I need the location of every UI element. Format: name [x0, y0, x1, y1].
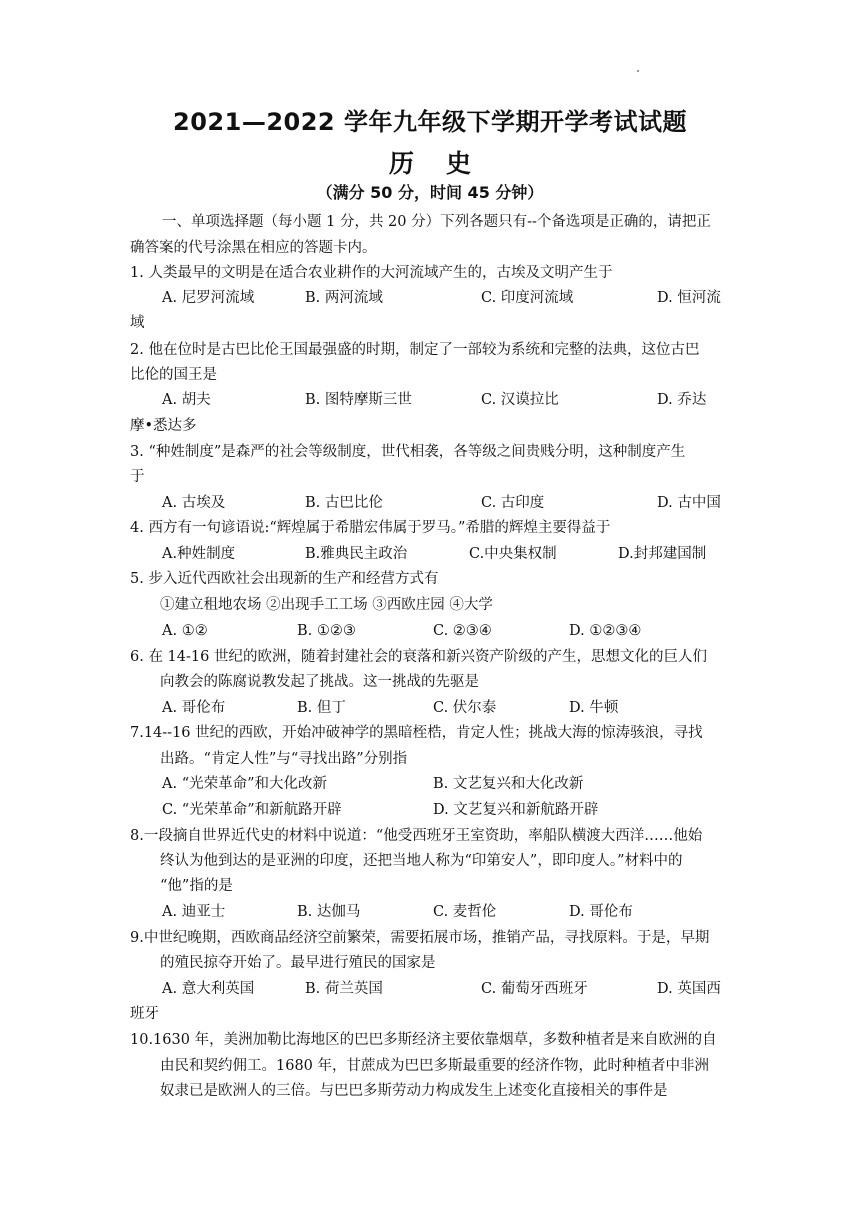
q1-option-c: C. 印度河流域	[481, 290, 574, 306]
q7-option-b: B. 文艺复兴和大化改新	[433, 776, 584, 792]
q6-option-b: B. 但丁	[297, 700, 346, 716]
q6-option-c: C. 伏尔泰	[433, 700, 497, 716]
q1-option-b: B. 两河流域	[305, 290, 383, 306]
section-instruction-line2: 确答案的代号涂黑在相应的答题卡内。	[130, 240, 377, 256]
q6-stem-line1: 6. 在 14-16 世纪的欧洲，随着封建社会的衰落和新兴资产阶级的产生，思想文化的巨人们	[130, 649, 707, 665]
q7-option-d: D. 文艺复兴和新航路开辟	[433, 802, 599, 818]
q4-stem-line1: 4. 西方有一句谚语说:“辉煌属于希腊宏伟属于罗马。”希腊的辉煌主要得益于	[130, 520, 611, 536]
q2-stem-line1: 2. 他在位时是古巴比伦王国最强盛的时期，制定了一部较为系统和完整的法典，这位古巴	[130, 342, 700, 358]
q10-stem-line1: 10.1630 年，美洲加勒比海地区的巴巴多斯经济主要依靠烟草，多数种植者是来自欧洲的自	[130, 1032, 717, 1048]
q9-option-a: A. 意大利英国	[162, 981, 255, 997]
q5-option-c: C. ②③④	[433, 623, 492, 639]
q3-option-b: B. 古巴比伦	[305, 495, 383, 511]
q3-stem-line2: 于	[130, 469, 145, 485]
q9-option-wrap: 班牙	[130, 1006, 159, 1022]
scan-dot	[637, 70, 639, 72]
q2-option-wrap: 摩•悉达多	[130, 418, 197, 434]
q1-stem-line1: 1. 人类最早的文明是在适合农业耕作的大河流域产生的，古埃及文明产生于	[130, 265, 613, 281]
q8-stem-line1: 8.一段摘自世界近代史的材料中说道：“他受西班牙王室资助，率船队横渡大西洋……他始	[130, 828, 703, 844]
q1-option-wrap: 域	[130, 315, 145, 331]
q5-option-d: D. ①②③④	[569, 623, 642, 639]
q7-option-a: A. “光荣革命”和大化改新	[162, 776, 328, 792]
q6-stem-line2: 向教会的陈腐说教发起了挑战。这一挑战的先驱是	[160, 674, 479, 690]
q10-stem-line3: 奴隶已是欧洲人的三倍。与巴巴多斯劳动力构成发生上述变化直接相关的事件是	[160, 1083, 668, 1099]
q7-option-c: C. “光荣革命”和新航路开辟	[162, 802, 342, 818]
subject-char-2: 史	[446, 149, 472, 178]
q5-stem-line1: 5. 步入近代西欧社会出现新的生产和经营方式有	[130, 571, 439, 587]
q7-stem-line1: 7.14--16 世纪的西欧，开始冲破神学的黑暗桎梏，肯定人性；挑战大海的惊涛骇浪，寻找	[130, 725, 703, 741]
q1-option-d: D. 恒河流	[657, 290, 721, 306]
q4-option-d: D.封邦建国制	[618, 546, 707, 562]
q2-option-b: B. 图特摩斯三世	[305, 392, 412, 408]
q5-option-a: A. ①②	[162, 623, 208, 639]
q8-option-b: B. 达伽马	[297, 904, 361, 920]
q5-option-b: B. ①②③	[297, 623, 356, 639]
section-instruction-line1: 一、单项选择题（每小题 1 分，共 20 分）下列各题只有--个备选项是正确的，请把正	[162, 214, 711, 230]
q9-stem-line1: 9.中世纪晚期，西欧商品经济空前繁荣，需要拓展市场，推销产品，寻找原料。于是，早期	[130, 930, 710, 946]
exam-subtitle: （满分 50 分，时间 45 分钟）	[316, 183, 544, 202]
q3-option-a: A. 古埃及	[162, 495, 226, 511]
q8-option-d: D. 哥伦布	[569, 904, 633, 920]
q6-option-a: A. 哥伦布	[162, 700, 226, 716]
q7-stem-line2: 出路。“肯定人性”与“寻找出路”分别指	[160, 751, 408, 767]
q10-stem-line2: 由民和契约佣工。1680 年，甘蔗成为巴巴多斯最重要的经济作物，此时种植者中非洲	[160, 1058, 710, 1074]
exam-title: 2021—2022 学年九年级下学期开学考试试题	[173, 108, 687, 136]
q4-option-a: A.种姓制度	[162, 546, 236, 562]
q8-stem-line2: 终认为他到达的是亚洲的印度，还把当地人称为“印第安人”，即印度人。”材料中的	[160, 853, 683, 869]
q4-option-c: C.中央集权制	[469, 546, 557, 562]
q9-option-b: B. 荷兰英国	[305, 981, 383, 997]
q1-option-a: A. 尼罗河流域	[162, 290, 255, 306]
q5-stem-line2: ①建立租地农场 ②出现手工工场 ③西欧庄园 ④大学	[160, 597, 493, 613]
q8-option-a: A. 迪亚士	[162, 904, 226, 920]
q2-option-a: A. 胡夫	[162, 392, 211, 408]
q6-option-d: D. 牛顿	[569, 700, 619, 716]
q2-stem-line2: 比伦的国王是	[130, 367, 217, 383]
q9-option-d: D. 英国西	[657, 981, 721, 997]
q8-stem-line3: “他”指的是	[160, 878, 233, 894]
q9-option-c: C. 葡萄牙西班牙	[481, 981, 588, 997]
q9-stem-line2: 的殖民掠夺开始了。最早进行殖民的国家是	[160, 955, 436, 971]
q2-option-d: D. 乔达	[657, 392, 707, 408]
subject-title	[0, 144, 860, 180]
q2-option-c: C. 汉谟拉比	[481, 392, 559, 408]
q3-option-c: C. 古印度	[481, 495, 545, 511]
q8-option-c: C. 麦哲伦	[433, 904, 497, 920]
q3-stem-line1: 3. “种姓制度”是森严的社会等级制度，世代相袭，各等级之间贵贱分明，这种制度产生	[130, 444, 686, 460]
q4-option-b: B.雅典民主政治	[305, 546, 408, 562]
subject-char-1: 历	[388, 149, 414, 178]
q3-option-d: D. 古中国	[657, 495, 721, 511]
